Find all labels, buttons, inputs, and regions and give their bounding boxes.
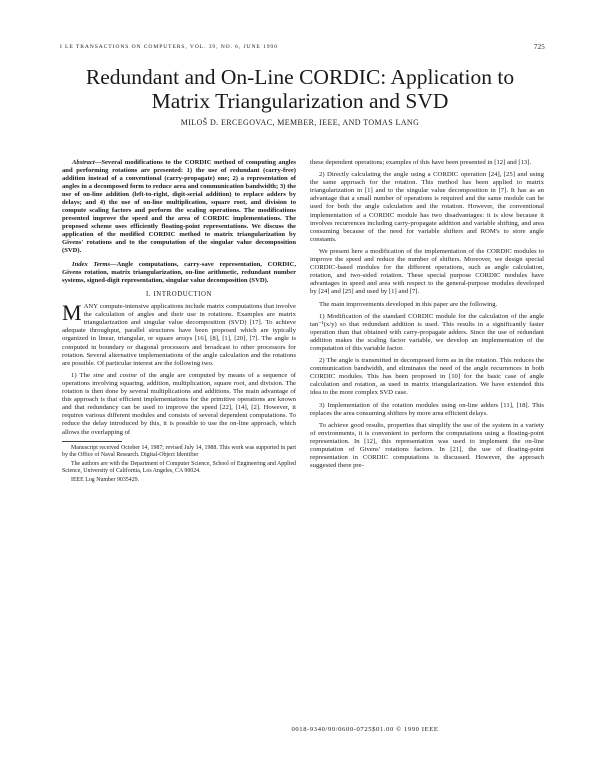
section-heading-introduction: I. INTRODUCTION	[145, 291, 212, 298]
intro-paragraph-1-text: ANY compute-intensive applications include matrix computations that involve the calculation of angles and their use in rotations. Examples are matrix triangularization and singular value decomposition (SVD) [17]. To achieve adequate throughput, parallel structures have been proposed which are typically organized in linear, triangular, or square arrays [16], [8], [1], [20], [7]. The angle is computed in boundary or diagonal processors and broadcast to other processors for rotation. Several alternative implementations of the angle calculation and the rotations are possible. Of particular interest are the following two.	[62, 303, 296, 367]
title-line-1: Redundant and On-Line CORDIC: Application to	[85, 65, 515, 89]
right-paragraph-1: these dependent operations; examples of this have been presented in [12] and [13].	[310, 159, 532, 166]
index-terms	[62, 261, 296, 285]
right-paragraph-2: 2) Directly calculating the angle using a CORDIC operation [24], [25] and using the same approach for the rotation. This method has been applied to matrix triangularization in [1] and to the singular value decomposition in [7]. It has as an advantage that a small number of operations is required and the same module can be used for both the angle calculation and the rotation. However, the conventional implementation of a CORDIC module has two disadvantages: it is slow because it involves recurrences including carry-propagate addition and variable shifting, and area consuming because of the need for variable shifters and ROM's to store angle constants.	[310, 171, 544, 243]
right-paragraph-8: To achieve good results, properties that simplify the use of the system in a variety of environments, it is convenient to perform the computations using a floating-point representation. In [12], this representation was used to implement the on-line computation of Givens' rotations factors. In [21], the use of floating-point representation in CORDIC computations is discussed. However, the approach suggested there pre-	[310, 421, 544, 470]
abstract	[62, 159, 296, 255]
intro-p2-text: of the angle are computed by means of a sequence of operations involving squaring, addition, multiplication, square root, and division. The rotation is then done by several multiplications and additions. The main advantage of this approach is that efficient implementations for the primitive operations are known and that redundancy can be used to improve the speed [22], [14], [2]. However, it requires various different modules and consists of several dependent computations. To reduce the delay introduced by this, it is possible to use the on-line approach, which allows the overlapping of	[62, 371, 297, 436]
left-column	[62, 159, 296, 487]
intro-p2-lead: 1) The	[71, 371, 90, 379]
right-paragraph-3: We present here a modification of the implementation of the CORDIC modules to improve the speed and reduce the number of shifters. Moreover, we design special CORDIC-based modules for the different operations, such as angle calculation, rotation, and two-sided rotation. These special purpose CORDIC modules have advantages in speed and area with respect to the general-purpose modules developed by [24] and [25] and used by [1] and [7].	[310, 247, 544, 296]
authors: MILOŠ D. ERCEGOVAC, MEMBER, IEEE, AND TOMAS LANG	[180, 118, 420, 127]
abstract-text: Several modifications to the CORDIC method of computing angles and performing rotations are presented: 1) the use of redundant (carry-free) addition instead of a conventional (carry-propagate) one; 2) a representation of angles in a decomposed form to reduce area and communication bandwidth; 3) the use of on-line addition (left-to-right, digit-serial addition) to replace adders by delays; and 4) the use of on-line multiplication, square root, and division to compute scaling factors and perform the scaling operations. The modifications presented improve the speed and the area of CORDIC implementations. The proposed scheme uses efficiently floating-point representations. We discuss the application of the modified CORDIC method to matrix triangularization by Givens' rotations and to the computation of the singular value decomposition (SVD).	[62, 159, 296, 254]
footnotes	[62, 445, 296, 485]
footnote-manuscript: Manuscript received October 14, 1987; revised July 14, 1988. This work was supported in part by the Office of Naval Research. Digital-Object Identifier	[62, 444, 296, 458]
footnote-affiliation: The authors are with the Department of Computer Science, School of Engineering and Applied Science, University of California, Los Angeles, CA 90024.	[62, 461, 296, 475]
right-column	[310, 159, 544, 474]
paper-title	[40, 65, 560, 113]
page-number: 725	[533, 43, 545, 51]
intro-p2-cosine: cosine	[119, 371, 137, 379]
abstract-lead: Abstract—	[72, 159, 102, 166]
journal-header: I LE TRANSACTIONS ON COMPUTERS, VOL. 39, NO. 6, JUNE 1990	[60, 44, 278, 50]
index-terms-lead: Index Terms—	[72, 261, 117, 268]
intro-paragraph-1	[62, 300, 296, 368]
intro-paragraph-2	[62, 372, 296, 437]
index-terms-text: Angle computations, carry-save representation, CORDIC, Givens rotation, matrix triangularization, on-line arithmetic, redundant number systems, signed-digit representation, singular value decomposition (SVD).	[62, 261, 296, 284]
right-paragraph-5: 1) Modification of the standard CORDIC module for the calculation of the angle tan⁻¹(x/y) so that redundant addition is used. This results in a significantly faster operation than that obtained with carry-propagate adders. Since the use of redundant addition makes the scaling factor variable, we develop an implementation of the computation of this variable factor.	[310, 312, 544, 352]
drop-cap: M	[62, 300, 82, 326]
copyright-identifier: 0018-9340/90/0600-0725$01.00 © 1990 IEEE	[291, 726, 439, 733]
intro-p2-sine: sine	[93, 371, 104, 379]
footnote-log-number: IEEE Log Number 9035429.	[71, 477, 140, 484]
right-paragraph-4: The main improvements developed in this paper are the following.	[319, 300, 498, 308]
title-line-2: Matrix Triangularization and SVD	[151, 89, 449, 113]
right-paragraph-6: 2) The angle is transmitted in decomposed form as in the rotation. This reduces the communication bandwidth, and eliminates the need of the angle recurrences in both CORDIC modules. This has been proposed in [10] for the basic case of angle calculation and rotation, as used in matrix triangularization. We have extended this idea to the more complex SVD case.	[310, 357, 544, 397]
running-head	[60, 44, 545, 50]
right-paragraph-7: 3) Implementation of the rotation modules using on-line adders [11], [18]. This replaces the area consuming shifters by more area efficient delays.	[310, 401, 544, 417]
footnote-rule	[62, 441, 122, 442]
intro-p2-and: and	[106, 371, 117, 379]
